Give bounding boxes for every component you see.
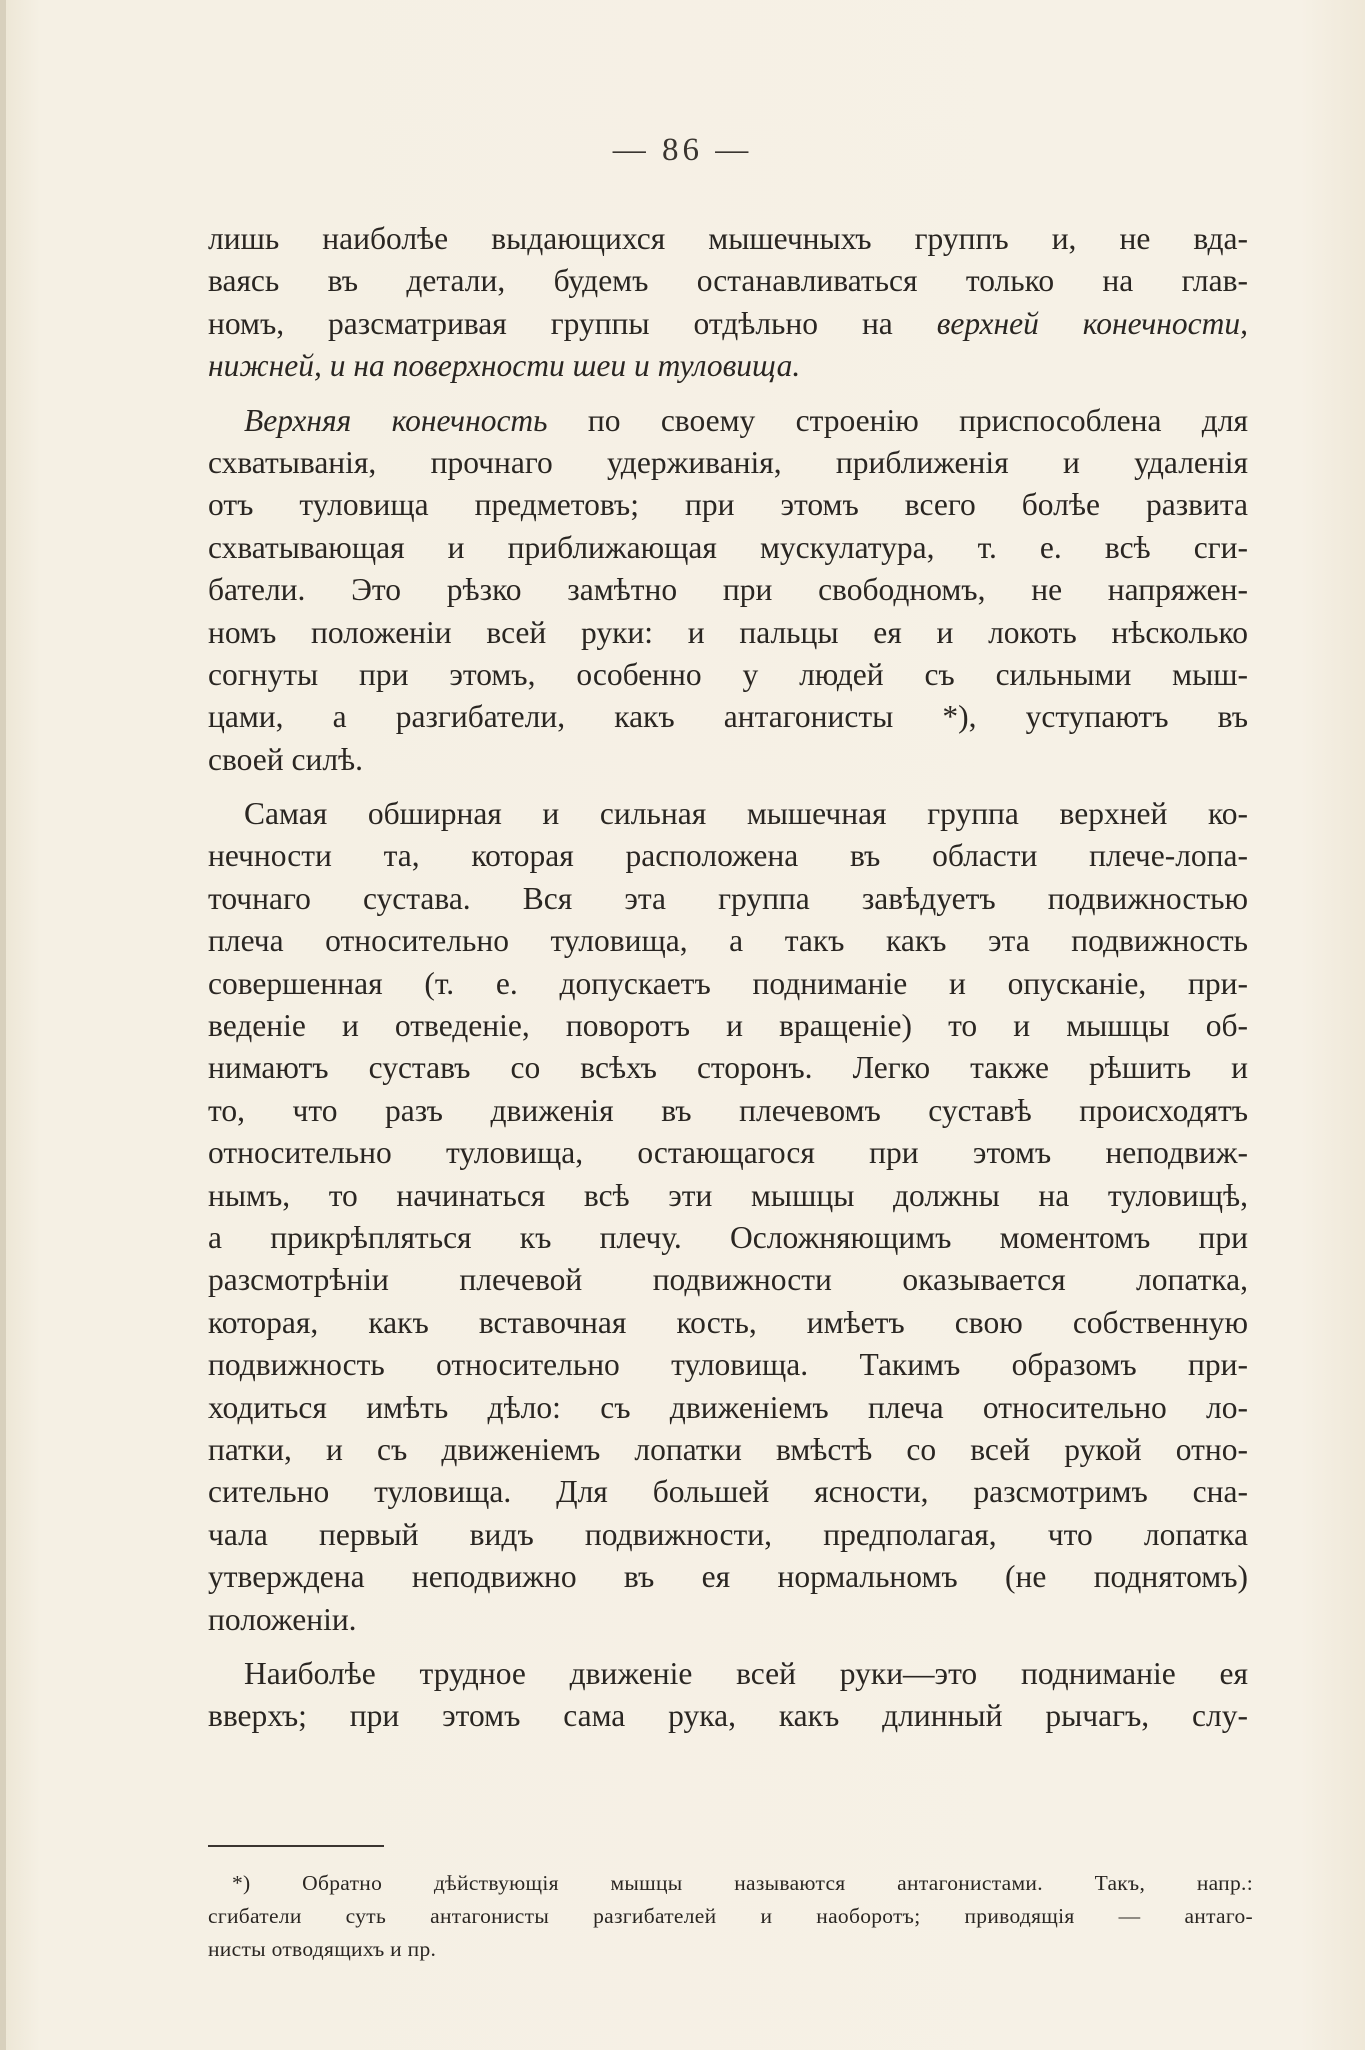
footnote-line: сгибатели суть антагонисты разгибателей и наоборотъ; приводящія — антаго- [208,1904,1253,1928]
footnote-line: *) Обратно дѣйствующія мышцы называются антагонистами. Такъ, напр.: [232,1871,1253,1895]
footnote-line: нисты отводящихъ и пр. [208,1937,437,1961]
text-line: нечности та, которая расположена въ области плече-лопа- [208,838,1248,874]
text-line: номъ, разсматривая группы отдѣльно на верхней конечности, [208,305,1248,341]
text-line: веденіе и отведеніе, поворотъ и вращеніе) то и мышцы об- [208,1008,1248,1044]
text-line: отъ туловища предметовъ; при этомъ всего болѣе развита [208,487,1248,523]
main-text [208,218,1248,1738]
text-line: точнаго сустава. Вся эта группа завѣдуетъ подвижностью [208,880,1248,916]
text-line: лишь наиболѣе выдающихся мышечныхъ группъ и, не вда- [208,221,1248,256]
footnote-divider [208,1845,384,1847]
italic-term: Верхняя конечность [244,402,548,438]
text-line: совершенная (т. е. допускаетъ подниманіе и опусканіе, при- [208,965,1248,1001]
text-line: согнуты при этомъ, особенно у людей съ сильными мыш- [208,656,1248,692]
text-line: ходиться имѣть дѣло: съ движеніемъ плеча относительно ло- [208,1389,1248,1425]
text-line: сительно туловища. Для большей ясности, разсмотримъ сна- [208,1474,1248,1510]
text-line: разсмотрѣніи плечевой подвижности оказывается лопатка, [208,1262,1248,1298]
text-line: относительно туловища, остающагося при этомъ неподвиж- [208,1135,1248,1171]
text-line: Верхняя конечность по своему строенію приспособлена для [244,402,1248,438]
text-line: утверждена неподвижно въ ея нормальномъ (не поднятомъ) [208,1559,1248,1595]
italic-term: верхней конечности, [936,305,1248,341]
text-line: патки, и съ движеніемъ лопатки вмѣстѣ со всей рукой отно- [208,1431,1248,1467]
text-line: нимаютъ суставъ со всѣхъ сторонъ. Легко также рѣшить и [208,1050,1248,1086]
paragraph [208,1653,1248,1738]
text-line: которая, какъ вставочная кость, имѣетъ свою собственную [208,1304,1248,1340]
paragraph [208,793,1248,1641]
text-line: плеча относительно туловища, а такъ какъ эта подвижность [208,923,1248,959]
text-line: схватывающая и приближающая мускулатура, т. е. всѣ сги- [208,529,1248,565]
italic-term: нижней, и на поверхности шеи и туловища. [208,348,801,384]
text-line: батели. Это рѣзко замѣтно при свободномъ, не напряжен- [208,572,1248,608]
text-line: Наиболѣе трудное движеніе всей руки—это подниманіе ея [244,1655,1248,1691]
text-line: своей силѣ. [208,741,364,777]
text-line: чала первый видъ подвижности, предполагая, что лопатка [208,1516,1248,1552]
text-line: Самая обширная и сильная мышечная группа верхней ко- [244,796,1248,832]
paragraph [208,218,1248,388]
text-line: ваясь въ детали, будемъ останавливаться только на глав- [208,263,1248,299]
text-line: положеніи. [208,1601,357,1637]
text-line: а прикрѣпляться къ плечу. Осложняющимъ моментомъ при [208,1219,1248,1255]
text-line: то, что разъ движенія въ плечевомъ суставѣ происходятъ [208,1092,1248,1128]
paragraph [208,400,1248,782]
page-number: — 86 — [612,132,753,168]
footnote [208,1867,1253,1966]
text-line: цами, а разгибатели, какъ антагонисты *), уступаютъ въ [208,699,1248,735]
text-line: вверхъ; при этомъ сама рука, какъ длинный рычагъ, слу- [208,1698,1248,1734]
text-line: схватыванія, прочнаго удерживанія, приближенія и удаленія [208,444,1248,480]
text-line: нымъ, то начинаться всѣ эти мышцы должны на туловищѣ, [208,1177,1248,1213]
page-spine-shadow [0,0,6,2050]
text-line: подвижность относительно туловища. Такимъ образомъ при- [208,1347,1248,1383]
text-line: номъ положеніи всей руки: и пальцы ея и локоть нѣсколько [208,614,1248,650]
text-line [208,345,1248,387]
